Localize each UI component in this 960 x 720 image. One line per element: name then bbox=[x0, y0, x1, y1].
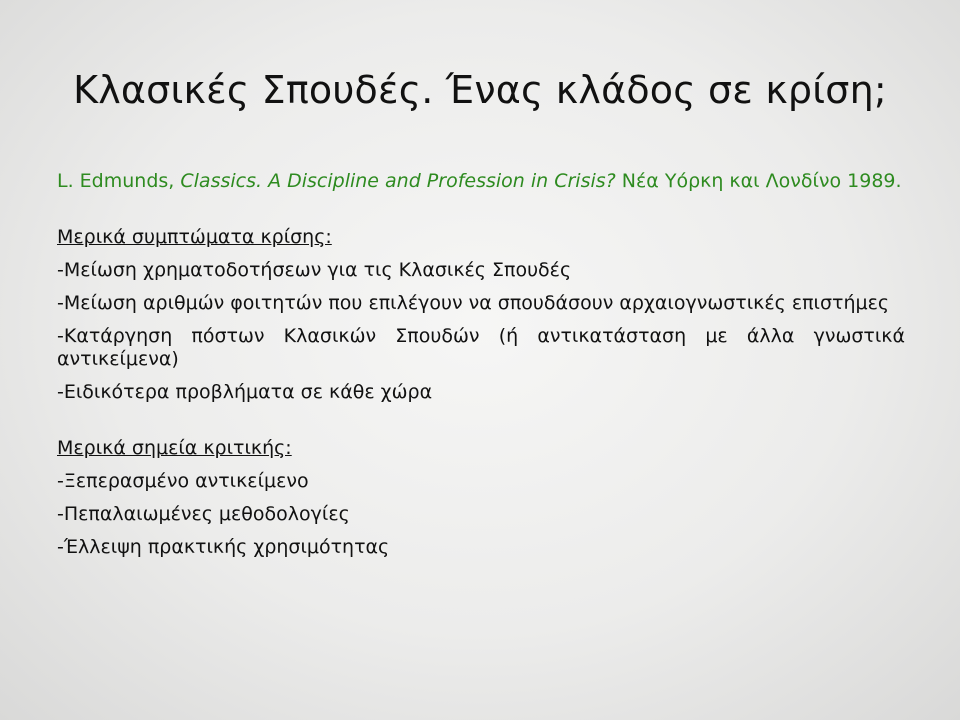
criticism-item: -Έλλειψη πρακτικής χρησιμότητας bbox=[57, 536, 390, 558]
symptom-item: -Κατάργηση πόστων Κλασικών Σπουδών (ή αντικατάσταση με άλλα γνωστικά αντικείμενα) bbox=[57, 325, 905, 370]
symptom-item: -Μείωση χρηματοδοτήσεων για τις Κλασικές Σπουδές bbox=[57, 259, 572, 281]
criticism-heading: Μερικά σημεία κριτικής: bbox=[57, 437, 292, 459]
criticism-section bbox=[57, 437, 905, 559]
symptoms-section bbox=[57, 226, 905, 404]
slide-body bbox=[57, 170, 905, 559]
criticism-item: -Ξεπερασμένο αντικείμενο bbox=[57, 470, 309, 492]
spacer bbox=[57, 404, 905, 437]
criticism-item: -Πεπαλαιωμένες μεθοδολογίες bbox=[57, 503, 350, 525]
reference-author: L. Edmunds, bbox=[57, 170, 181, 192]
reference-book-title: Classics. A Discipline and Profession in Crisis? bbox=[180, 170, 616, 192]
symptom-item: -Μείωση αριθμών φοιτητών που επιλέγουν να σπουδάσουν αρχαιογνωστικές επιστήμες bbox=[57, 292, 889, 314]
reference-publication: Νέα Υόρκη και Λονδίνο 1989. bbox=[615, 170, 902, 192]
spacer bbox=[57, 193, 905, 226]
slide-title: Κλασικές Σπουδές. Ένας κλάδος σε κρίση; bbox=[73, 68, 887, 112]
reference-citation bbox=[57, 170, 905, 193]
symptoms-heading: Μερικά συμπτώματα κρίσης: bbox=[57, 226, 332, 248]
symptom-item: -Ειδικότερα προβλήματα σε κάθε χώρα bbox=[57, 381, 433, 403]
